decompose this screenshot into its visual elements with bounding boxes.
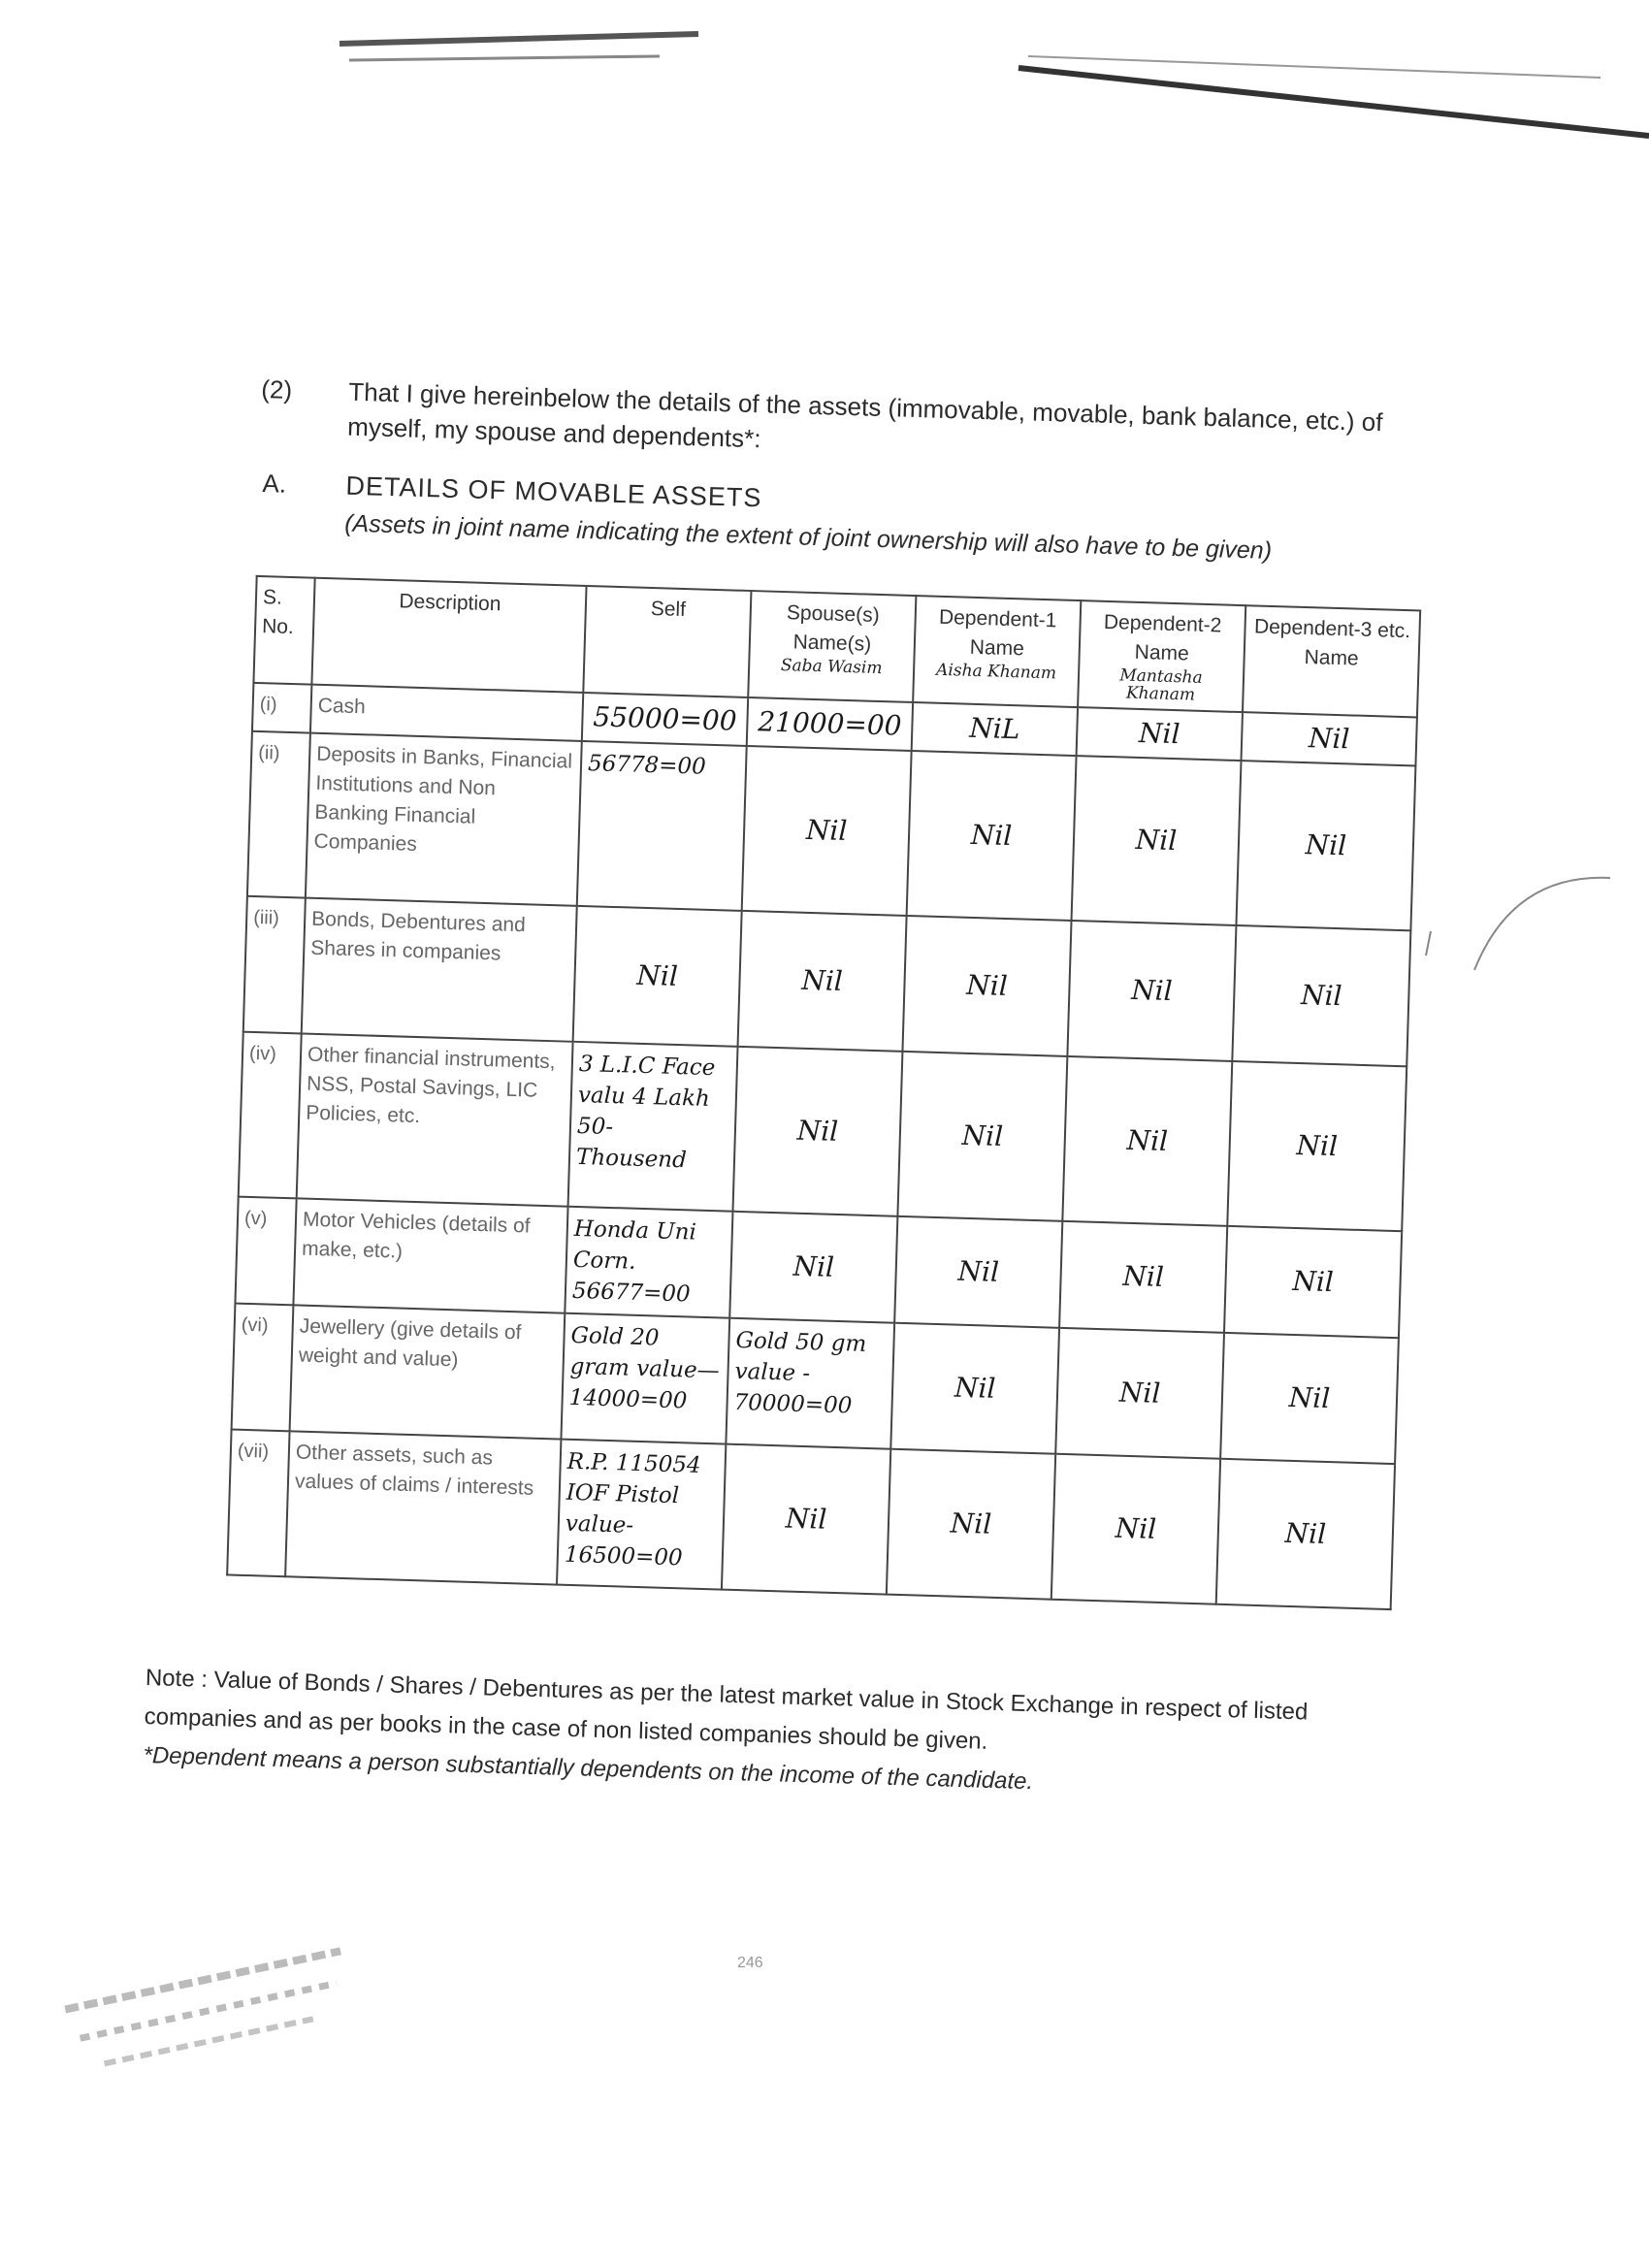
row-sno: (ii) bbox=[247, 731, 310, 898]
row-description: Other financial instruments, NSS, Postal Savings, LIC Policies, etc. bbox=[297, 1033, 573, 1206]
row-description: Jewellery (give details of weight and value) bbox=[290, 1305, 566, 1439]
row-self-value: 3 L.I.C Face valu 4 Lakh 50- Thousend bbox=[568, 1042, 738, 1212]
row-description: Deposits in Banks, Financial Institutions and Non Banking Financial Companies bbox=[306, 733, 582, 906]
row-self-value: R.P. 115054 IOF Pistol value- 16500=00 bbox=[557, 1440, 726, 1590]
spouse-name: Saba Wasim bbox=[780, 655, 883, 679]
header-spouse-label: Spouse(s) Name(s) bbox=[786, 601, 880, 656]
header-self: Self bbox=[583, 586, 751, 697]
header-sno: S. No. bbox=[253, 576, 314, 685]
row-spouse-value: Nil bbox=[742, 746, 912, 916]
row-spouse-value: Nil bbox=[722, 1444, 890, 1595]
header-description: Description bbox=[311, 578, 586, 693]
note-dependent: *Dependent means a person substantially dependents on the income of the candidate. bbox=[143, 1741, 1034, 1796]
section-note: (Assets in joint name indicating the extent of joint ownership will also have to be given) bbox=[343, 509, 1273, 565]
section-letter: A. bbox=[262, 469, 287, 499]
header-dependent-3: Dependent-3 etc. Name bbox=[1243, 605, 1420, 717]
row-dependent-3-value: Nil bbox=[1242, 712, 1417, 765]
row-self-value: 55000=00 bbox=[582, 693, 748, 746]
row-dependent-3-value: Nil bbox=[1224, 1226, 1402, 1338]
row-self-value: Honda Uni Corn. 56677=00 bbox=[565, 1207, 732, 1318]
row-self-value: 56778=00 bbox=[577, 741, 747, 911]
row-dependent-1-value: Nil bbox=[890, 1323, 1059, 1454]
row-dependent-1-value: Nil bbox=[887, 1449, 1055, 1600]
row-self-value: Nil bbox=[573, 906, 742, 1047]
row-dependent-2-value: Nil bbox=[1059, 1221, 1227, 1333]
row-spouse-value: Nil bbox=[738, 911, 907, 1052]
row-description: Cash bbox=[310, 685, 583, 741]
row-dependent-1-value: Nil bbox=[894, 1216, 1062, 1328]
page-number: 246 bbox=[737, 1955, 763, 1971]
row-dependent-1-value: Nil bbox=[902, 916, 1071, 1056]
row-spouse-value: Gold 50 gm value - 70000=00 bbox=[726, 1318, 894, 1449]
row-spouse-value: Nil bbox=[732, 1047, 902, 1216]
dependent-1-name: Aisha Khanam bbox=[935, 660, 1057, 684]
movable-assets-table bbox=[226, 575, 1421, 1610]
intro-number: (2) bbox=[260, 373, 293, 405]
intro-text: That I give hereinbelow the details of the assets (immovable, movable, bank balance, etc.) of myself, my spouse and dependents*: bbox=[346, 376, 1383, 454]
header-dependent-2 bbox=[1078, 600, 1245, 712]
header-spouse bbox=[748, 591, 916, 702]
row-dependent-3-value: Nil bbox=[1220, 1333, 1399, 1464]
header-dependent-1 bbox=[913, 596, 1081, 707]
row-sno: (vii) bbox=[227, 1430, 289, 1577]
row-dependent-2-value: Nil bbox=[1067, 921, 1236, 1061]
row-sno: (i) bbox=[252, 683, 311, 733]
row-sno: (iv) bbox=[239, 1032, 302, 1199]
row-self-value: Gold 20 gram value— 14000=00 bbox=[561, 1313, 729, 1444]
row-dependent-1-value: Nil bbox=[897, 1052, 1067, 1221]
row-description: Motor Vehicles (details of make, etc.) bbox=[293, 1198, 567, 1312]
row-description: Bonds, Debentures and Shares in companies bbox=[302, 898, 577, 1042]
row-spouse-value: 21000=00 bbox=[747, 697, 913, 751]
row-sno: (iii) bbox=[243, 896, 306, 1034]
row-description: Other assets, such as values of claims / interests bbox=[285, 1431, 561, 1584]
row-dependent-2-value: Nil bbox=[1062, 1056, 1232, 1226]
row-dependent-3-value: Nil bbox=[1227, 1061, 1406, 1231]
row-dependent-1-value: NiL bbox=[912, 702, 1078, 756]
header-dependent-2-label: Dependent-2 Name bbox=[1103, 610, 1222, 665]
row-dependent-3-value: Nil bbox=[1232, 925, 1410, 1066]
row-sno: (v) bbox=[235, 1197, 296, 1306]
header-dependent-1-label: Dependent-1 Name bbox=[938, 605, 1057, 661]
row-sno: (vi) bbox=[232, 1304, 294, 1432]
row-dependent-1-value: Nil bbox=[907, 751, 1077, 921]
row-dependent-2-value: Nil bbox=[1077, 707, 1243, 761]
section-title: DETAILS OF MOVABLE ASSETS bbox=[345, 470, 762, 513]
note-market-value: Note : Value of Bonds / Shares / Debentures as per the latest market value in Stock Exchange in respect of listed companies and as per books in the case of non listed companies should be given. bbox=[144, 1665, 1309, 1755]
row-spouse-value: Nil bbox=[729, 1212, 897, 1323]
row-dependent-2-value: Nil bbox=[1055, 1328, 1224, 1459]
dependent-2-name: Mantasha Khanam bbox=[1119, 665, 1203, 705]
row-dependent-3-value: Nil bbox=[1236, 761, 1415, 930]
row-dependent-2-value: Nil bbox=[1072, 756, 1242, 925]
row-dependent-2-value: Nil bbox=[1051, 1454, 1220, 1604]
row-dependent-3-value: Nil bbox=[1216, 1459, 1395, 1609]
